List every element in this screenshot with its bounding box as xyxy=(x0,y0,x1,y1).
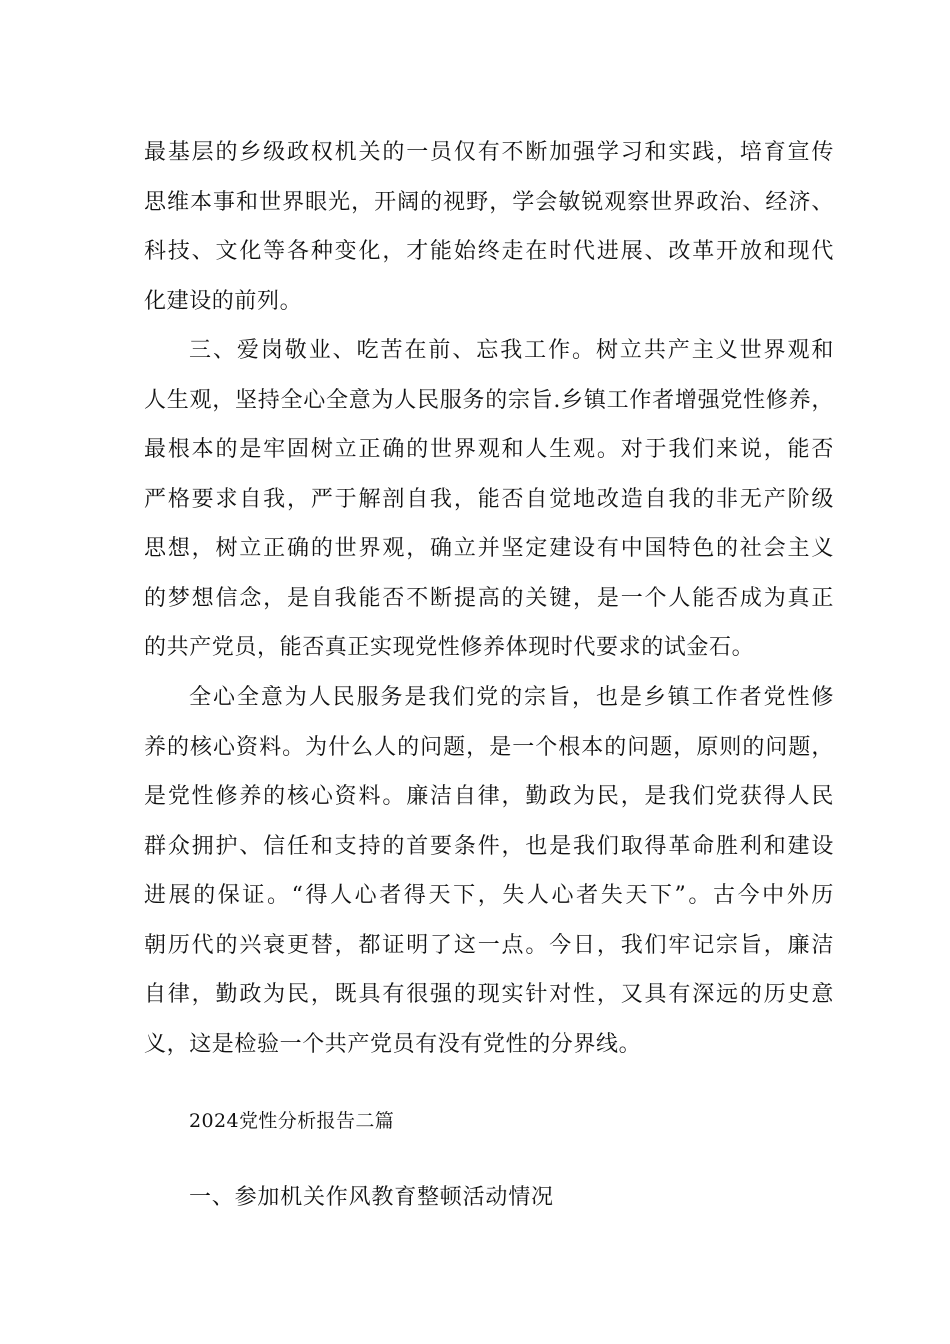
document-subtitle: 2024党性分析报告二篇 xyxy=(189,1110,395,1132)
text-line: 全心全意为人民服务是我们党的宗旨，也是乡镇工作者党性修 xyxy=(189,685,834,710)
paragraph-service xyxy=(144,673,834,1069)
text-line: 最根本的是牢固树立正确的世界观和人生观。对于我们来说，能否 xyxy=(144,437,834,462)
text-line: 人生观，坚持全心全意为人民服务的宗旨.乡镇工作者增强党性修养， xyxy=(144,387,834,413)
text-line: 进展的保证。“得人心者得天下，失人心者失天下”。古今中外历 xyxy=(144,883,834,908)
paragraph-section-three xyxy=(144,326,834,673)
text-line: 三、爱岗敬业、吃苦在前、忘我工作。树立共产主义世界观和 xyxy=(189,338,834,363)
text-line: 自律，勤政为民，既具有很强的现实针对性，又具有深远的历史意 xyxy=(144,982,834,1007)
text-line: 思维本事和世界眼光，开阔的视野，学会敏锐观察世界政治、经济、 xyxy=(144,189,834,215)
text-line: 义，这是检验一个共产党员有没有党性的分界线。 xyxy=(144,1031,642,1057)
text-line: 科技、文化等各种变化，才能始终走在时代进展、改革开放和现代 xyxy=(144,239,834,264)
text-line: 的共产党员，能否真正实现党性修养体现时代要求的试金石。 xyxy=(144,635,755,660)
section-heading: 一、参加机关作风教育整顿活动情况 xyxy=(189,1185,554,1210)
text-line: 是党性修养的核心资料。廉洁自律，勤政为民，是我们党获得人民 xyxy=(144,784,834,809)
text-line: 群众拥护、信任和支持的首要条件，也是我们取得革命胜利和建设 xyxy=(144,833,834,859)
text-line: 朝历代的兴衰更替，都证明了这一点。今日，我们牢记宗旨，廉洁 xyxy=(144,932,834,958)
text-line: 养的核心资料。为什么人的问题，是一个根本的问题，原则的问题， xyxy=(144,734,834,760)
paragraph-continuation xyxy=(144,128,834,326)
text-line: 最基层的乡级政权机关的一员仅有不断加强学习和实践，培育宣传 xyxy=(144,140,834,165)
text-line: 思想，树立正确的世界观，确立并坚定建设有中国特色的社会主义 xyxy=(144,536,834,561)
text-line: 严格要求自我，严于解剖自我，能否自觉地改造自我的非无产阶级 xyxy=(144,486,834,512)
text-line: 化建设的前列。 xyxy=(144,288,303,314)
text-line: 的梦想信念，是自我能否不断提高的关键，是一个人能否成为真正 xyxy=(144,585,834,611)
